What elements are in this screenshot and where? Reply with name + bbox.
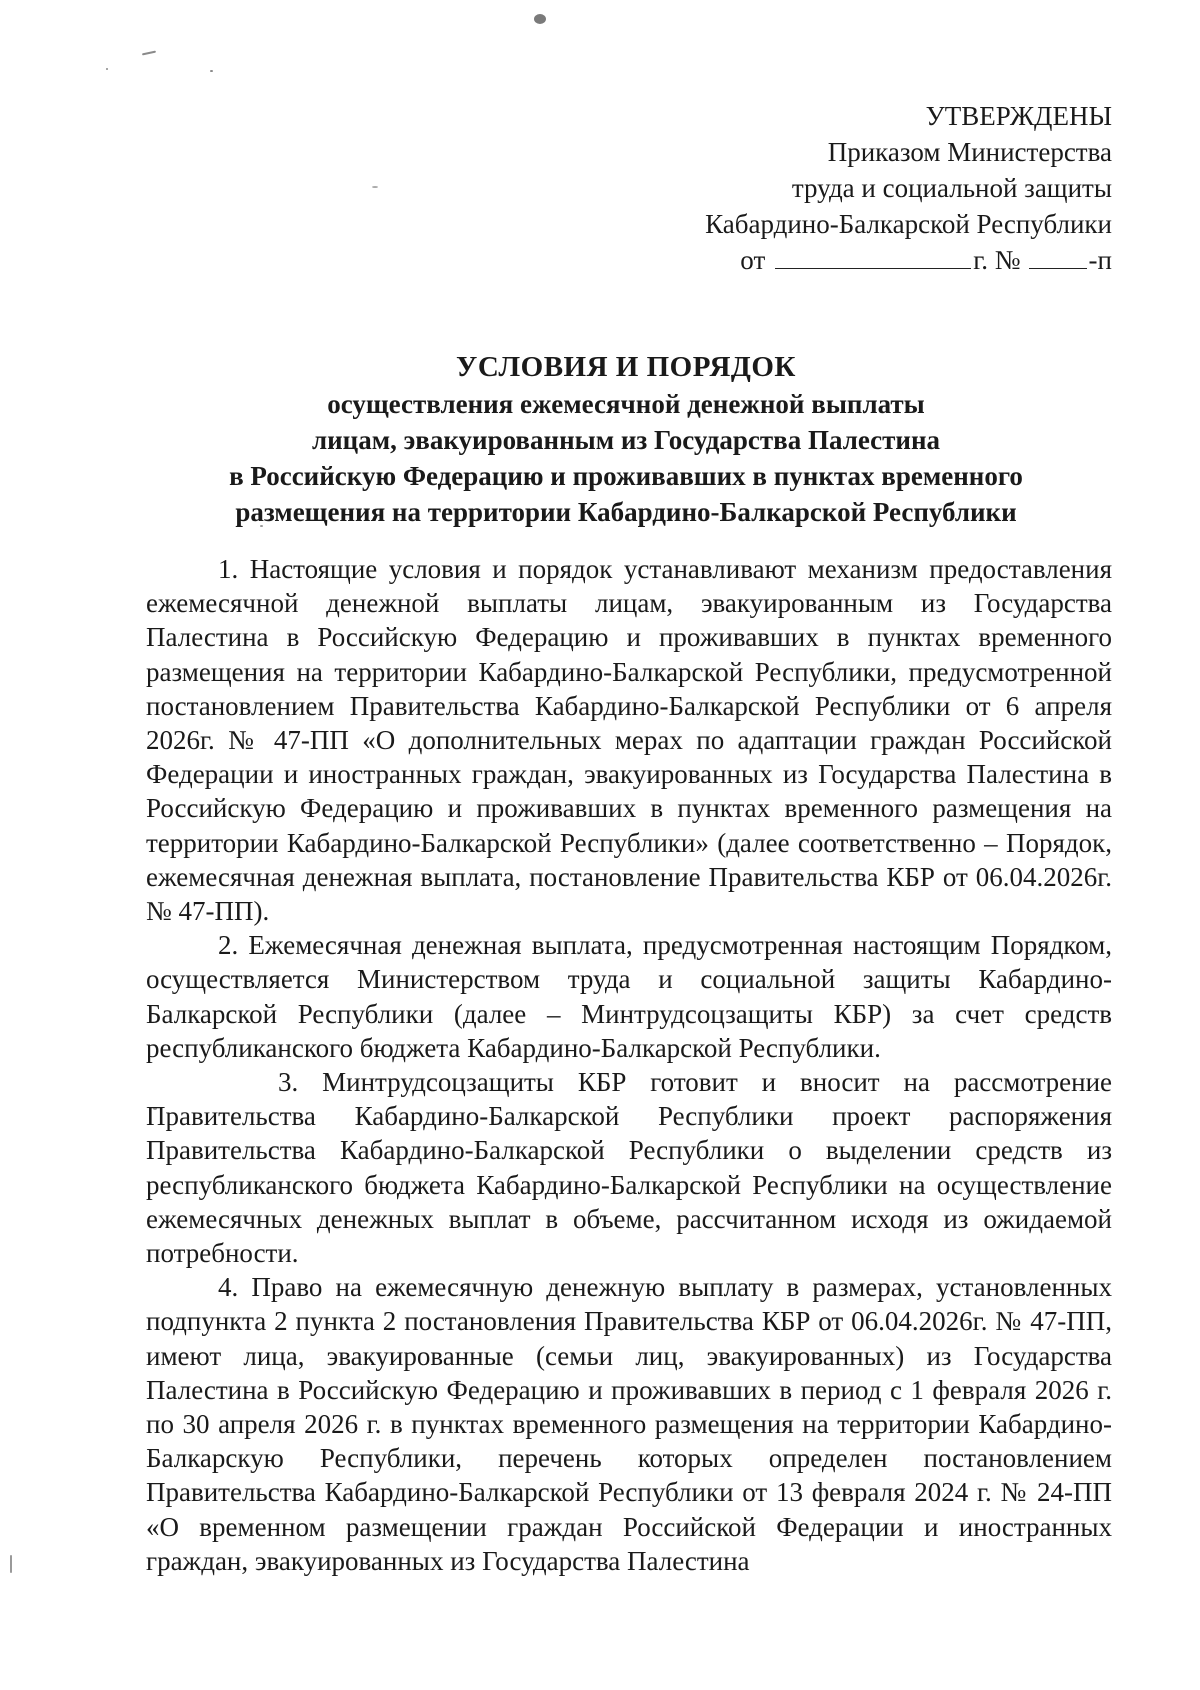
date-blank-field: [775, 244, 971, 269]
document-title: [140, 348, 1112, 530]
paragraph-4: 4. Право на ежемесячную денежную выплату в размерах, установленных подпункта 2 пункта 2 постановления Правительства КБР от 06.04.2026г. № 47-ПП, имеют лица, эвакуированные (семьи лиц, эвакуированных) из Государства Палестина в Российскую Федерацию и проживавших в период с 1 февраля 2026 г. по 30 апреля 2026 г. в пунктах временного размещения на территории Кабардино-Балкарскую Республики, перечень которых определен постановлением Правительства Кабардино-Балкарской Республики от 13 февраля 2024 г. № 24-ПП «О временном размещении граждан Российской Федерации и иностранных граждан, эвакуированных из Государства Палестина: [146, 1272, 1112, 1576]
paragraph-1: 1. Настоящие условия и порядок устанавливают механизм предоставления ежемесячной денежной выплаты лицам, эвакуированным из Государства Палестина в Российскую Федерацию и проживавших в пунктах временного размещения на территории Кабардино-Балкарской Республики, предусмотренной постановлением Правительства Кабардино-Балкарской Республики от 6 апреля 2026г. № 47-ПП «О дополнительных мерах по адаптации граждан Российской Федерации и иностранных граждан, эвакуированных из Государства Палестина в Российскую Федерацию и проживавших в пунктах временного размещения на территории Кабардино-Балкарской Республики» (далее соответственно – Порядок, ежемесячная денежная выплата, постановление Правительства КБР от 06.04.2026г. № 47-ПП).: [146, 554, 1112, 927]
approval-republic-line: Кабардино-Балкарской Республики: [705, 209, 1112, 239]
approval-heading: УТВЕРЖДЕНЫ: [925, 101, 1112, 131]
title-subline: в Российскую Федерацию и проживавших в пунктах временного: [229, 461, 1023, 491]
date-prefix: от: [740, 245, 766, 275]
title-subline: осуществления ежемесячной денежной выплаты: [327, 389, 925, 419]
scan-speck: [106, 68, 108, 70]
scan-speck: [10, 1555, 12, 1573]
year-number-label: г. №: [973, 245, 1021, 275]
order-number-blank-field: [1029, 244, 1087, 269]
paragraph-3: 3. Минтрудсоцзащиты КБР готовит и вносит на рассмотрение Правительства Кабардино-Балкарской Республики проект распоряжения Правительства Кабардино-Балкарской Республики о выделении средств из республиканского бюджета Кабардино-Балкарской Республики на осуществление ежемесячных денежных выплат в объеме, рассчитанном исходя из ожидаемой потребности.: [146, 1067, 1112, 1269]
scan-speck: [372, 186, 378, 188]
title-subline: лицам, эвакуированным из Государства Палестина: [311, 425, 941, 455]
scan-speck: [534, 14, 546, 24]
approval-order-line: Приказом Министерства: [827, 137, 1112, 167]
number-suffix: -п: [1088, 245, 1112, 275]
document-body: [146, 552, 1112, 1578]
title-main: УСЛОВИЯ И ПОРЯДОК: [456, 351, 796, 383]
approval-ministry-line: труда и социальной защиты: [791, 173, 1112, 203]
scan-speck: [210, 70, 213, 72]
scan-speck: [142, 51, 156, 56]
approval-date-number-line: [512, 242, 1112, 278]
approval-block: [512, 98, 1112, 278]
title-subline: размещения на территории Кабардино-Балкарской Республики: [235, 497, 1017, 527]
paragraph-2: 2. Ежемесячная денежная выплата, предусмотренная настоящим Порядком, осуществляется Министерством труда и социальной защиты Кабардино-Балкарской Республики (далее – Минтрудсоцзащиты КБР) за счет средств республиканского бюджета Кабардино-Балкарской Республики.: [146, 930, 1112, 1063]
